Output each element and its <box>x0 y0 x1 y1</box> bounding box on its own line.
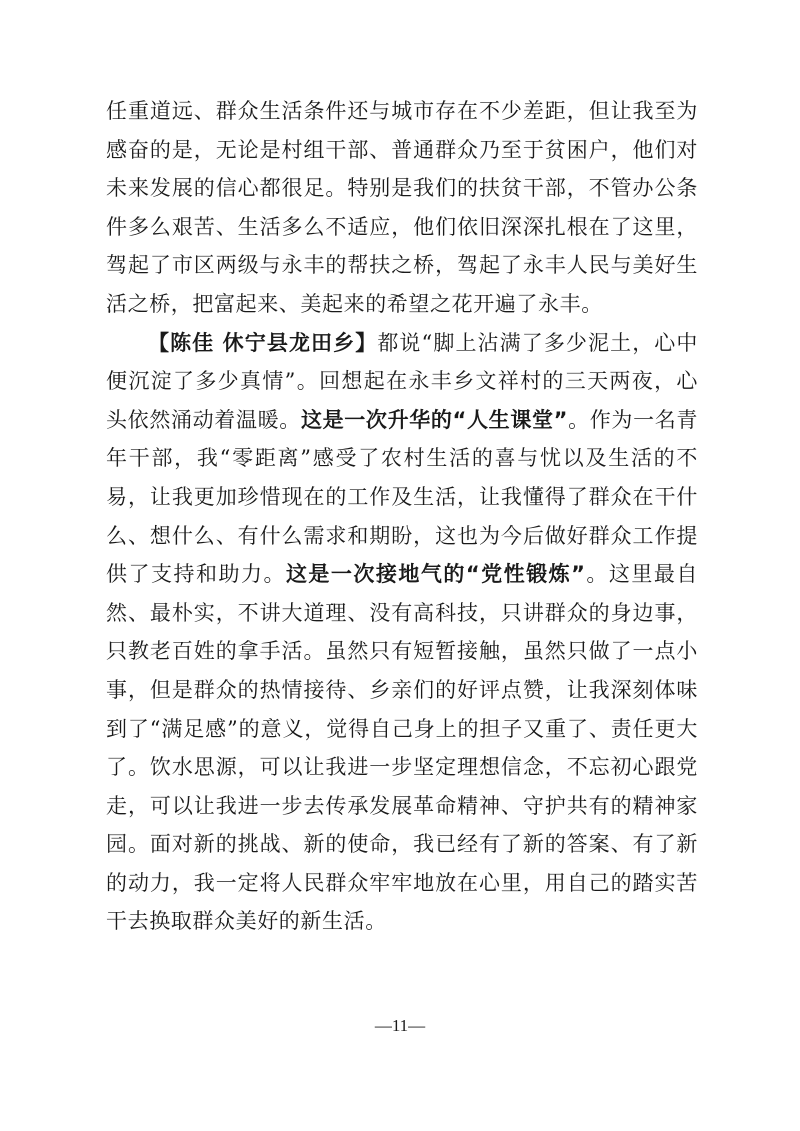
testimonial-text-part-1: 都说“脚上沾满了多少泥土，心中便沉淀了多少真情”。回想起在永丰乡文祥村的三天两夜，心头依然涌动着温暖。 <box>106 330 698 432</box>
testimonial-text-part-2: 。作为一名青年干部，我“零距离”感受了农村生活的喜与忧以及生活的不易，让我更加珍惜现在的工作及生活，让我懂得了群众在干什么、想什么、有什么需求和期盼，这也为今后做好群众工作提供了支持和助力。 <box>106 407 698 587</box>
page-number: —11— <box>374 1016 426 1035</box>
testimonial-paragraph <box>106 324 698 942</box>
continuation-paragraph: 任重道远、群众生活条件还与城市存在不少差距，但让我至为感奋的是，无论是村组干部、普通群众乃至于贫困户，他们对未来发展的信心都很足。特别是我们的扶贫干部，不管办公条件多么艰苦、生活多么不适应，他们依旧深深扎根在了这里，驾起了市区两级与永丰的帮扶之桥，驾起了永丰人民与美好生活之桥，把富起来、美起来的希望之花开遍了永丰。 <box>106 99 698 316</box>
author-tag: 【陈佳 休宁县龙田乡】 <box>148 330 378 355</box>
document-page <box>106 92 698 941</box>
highlight-life-classroom: 这是一次升华的“人生课堂” <box>300 407 569 432</box>
highlight-party-training: 这是一次接地气的“党性锻炼” <box>285 562 586 587</box>
testimonial-text-part-3: 。这里最自然、最朴实，不讲大道理、没有高科技，只讲群众的身边事，只教老百姓的拿手活。虽然只有短暂接触，虽然只做了一点小事，但是群众的热情接待、乡亲们的好评点赞，让我深刻体味到了“满足感”的意义，觉得自己身上的担子又重了、责任更大了。饮水思源，可以让我进一步坚定理想信念，不忘初心跟党走，可以让我进一步去传承发展革命精神、守护共有的精神家园。面对新的挑战、新的使命，我已经有了新的答案、有了新的动力，我一定将人民群众牢牢地放在心里，用自己的踏实苦干去换取群众美好的新生活。 <box>106 562 698 934</box>
